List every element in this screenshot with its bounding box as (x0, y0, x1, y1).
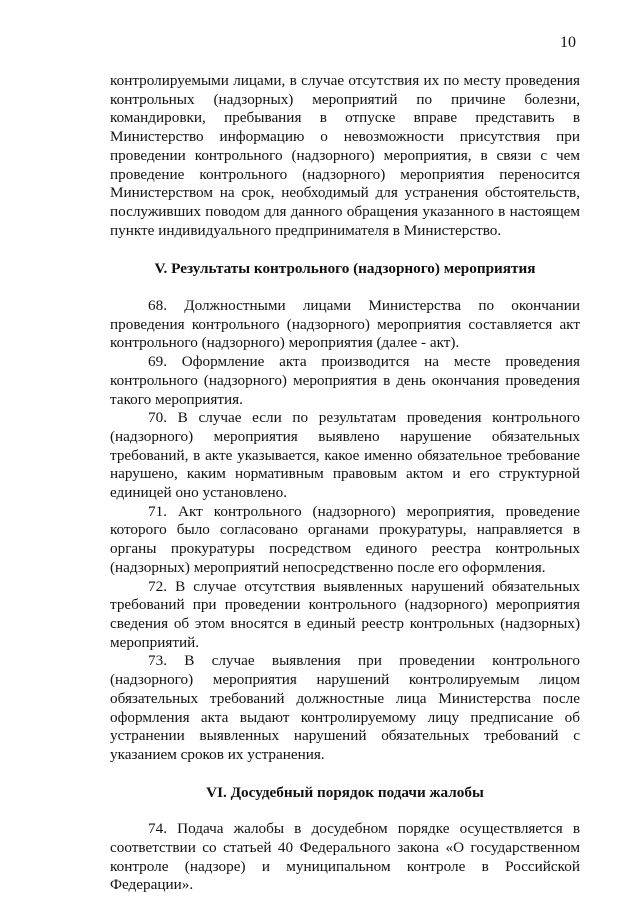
page-number: 10 (560, 34, 576, 51)
paragraph-69: 69. Оформление акта производится на месте проведения контрольного (надзорного) мероприятия в день окончания проведения такого мероприятия. (110, 353, 580, 408)
intro-paragraph: контролируемыми лицами, в случае отсутствия их по месту проведения контрольных (надзорных) мероприятий по причине болезни, командировки, пребывания в отпуске вправе представить в Министерство информацию о невозможности присутствия при проведении контрольного (надзорного) мероприятия, в связи с чем проведение контрольного (надзорного) мероприятия переносится Министерством на срок, необходимый для устранения обстоятельств, послуживших поводом для данного обращения указанного в настоящем пункте индивидуального предпринимателя в Министерство. (110, 72, 580, 239)
section-6-heading: VI. Досудебный порядок подачи жалобы (206, 783, 484, 801)
document-body (110, 72, 580, 895)
paragraph-72: 72. В случае отсутствия выявленных нарушений обязательных требований при проведении контрольного (надзорного) мероприятия сведения об этом вносятся в единый реестр контрольных (надзорных) мероприятий. (110, 577, 580, 651)
section-5-heading: V. Результаты контрольного (надзорного) мероприятия (154, 260, 536, 278)
paragraph-70: 70. В случае если по результатам проведения контрольного (надзорного) мероприятия выявлено нарушение обязательных требований, в акте указывается, какое именно обязательное требование нарушено, каким нормативным правовым актом и его структурной единицей оно установлено. (110, 409, 580, 502)
paragraph-73: 73. В случае выявления при проведении контрольного (надзорного) мероприятия нарушений контролируемым лицом обязательных требований должностные лица Министерства после оформления акта выдают контролируемому лицу предписание об устранении выявленных нарушений обязательных требований с указанием сроков их устранения. (110, 652, 580, 763)
paragraph-74: 74. Подача жалобы в досудебном порядке осуществляется в соответствии со статьей 40 Федерального закона «О государственном контроле (надзоре) и муниципальном контроле в Российской Федерации». (110, 820, 580, 894)
paragraph-71: 71. Акт контрольного (надзорного) мероприятия, проведение которого было согласовано органами прокуратуры, направляется в органы прокуратуры посредством единого реестра контрольных (надзорных) мероприятий непосредственно после его оформления. (110, 502, 580, 576)
paragraph-68: 68. Должностными лицами Министерства по окончании проведения контрольного (надзорного) мероприятия составляется акт контрольного (надзорного) мероприятия (далее - акт). (110, 297, 580, 352)
